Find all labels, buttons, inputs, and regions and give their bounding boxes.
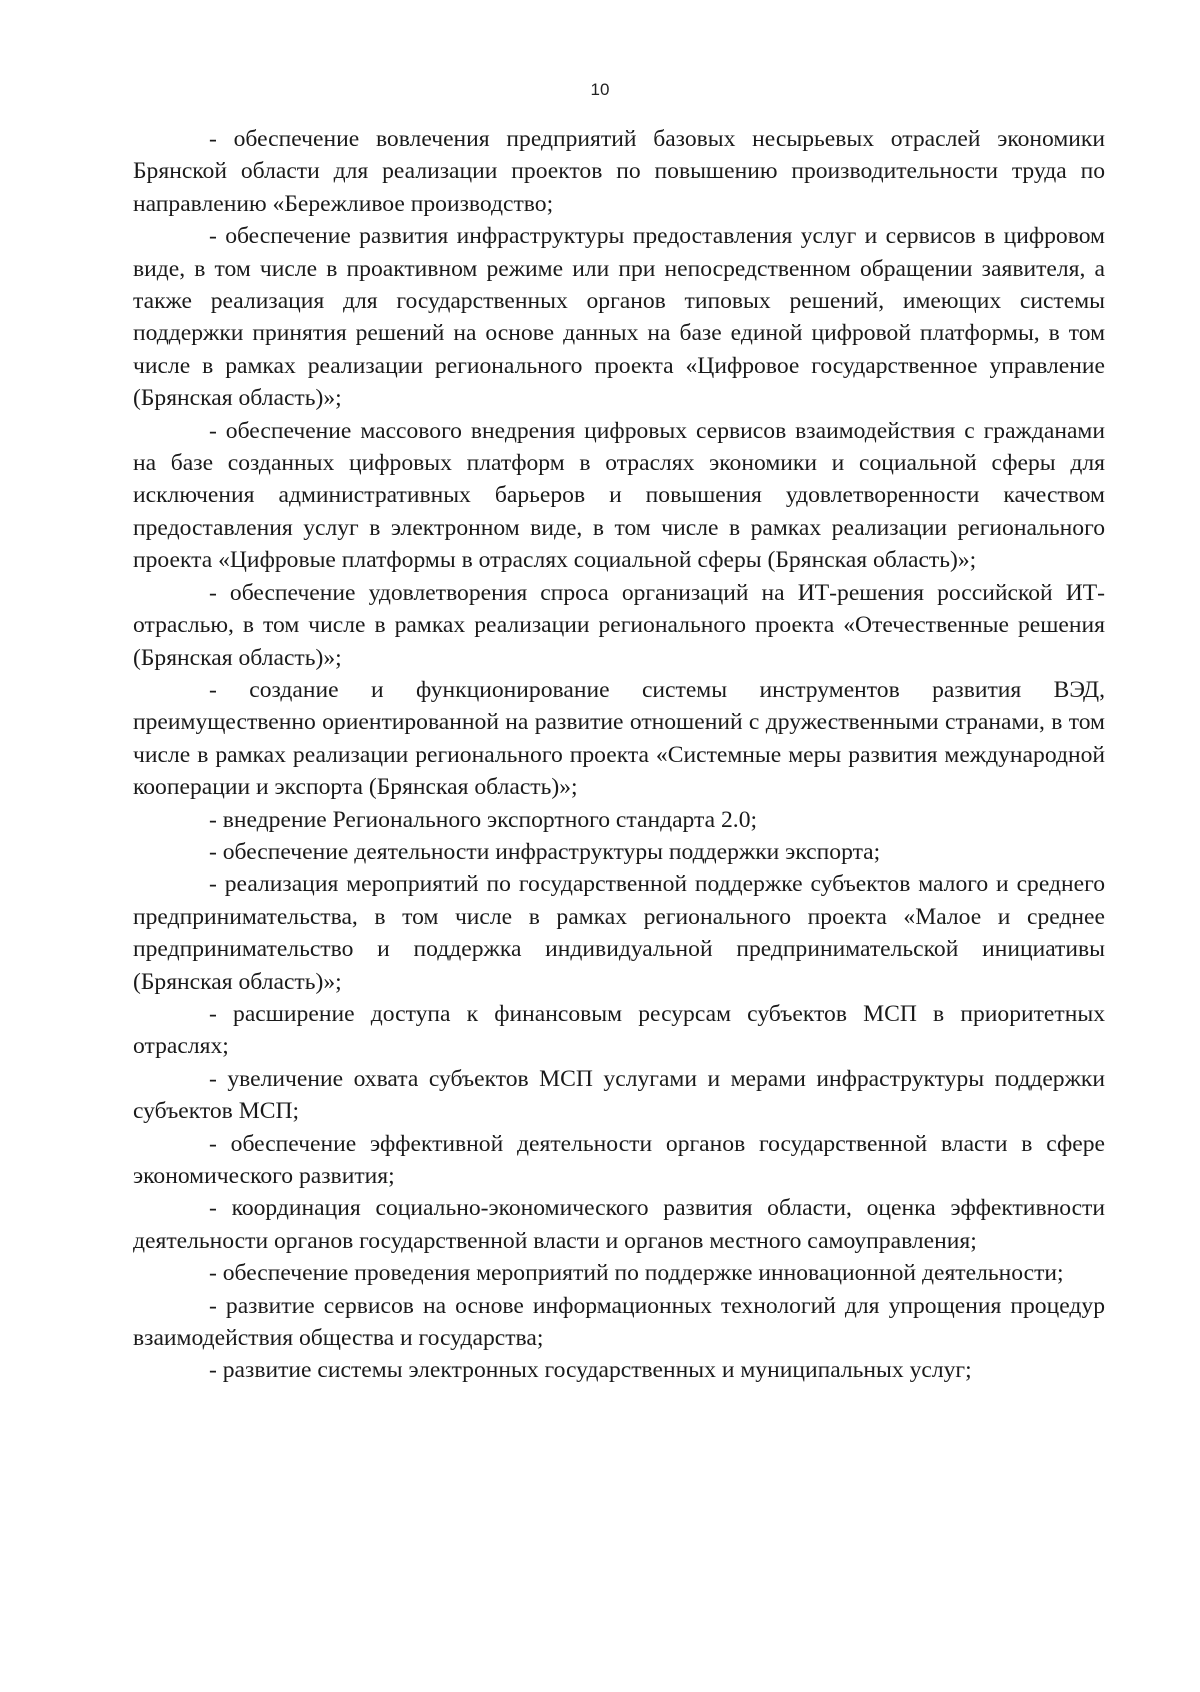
list-item: - внедрение Регионального экспортного стандарта 2.0; (209, 806, 758, 833)
list-item: - развитие сервисов на основе информационных технологий для упрощения процедур взаимодействия общества и государства; (133, 1292, 1105, 1352)
document-body (133, 123, 1105, 1387)
list-item: - обеспечение массового внедрения цифровых сервисов взаимодействия с гражданами на базе созданных цифровых платформ в отраслях экономики и социальной сферы для исключения административных барьеров и повышения удовлетворенности качеством предоставления услуг в электронном виде, в том числе в рамках реализации регионального проекта «Цифровые платформы в отраслях социальной сферы (Брянская область)»; (133, 417, 1105, 574)
list-item: - обеспечение эффективной деятельности органов государственной власти в сфере экономического развития; (133, 1130, 1105, 1189)
list-item: - реализация мероприятий по государственной поддержке субъектов малого и среднего предпринимательства, в том числе в рамках регионального проекта «Малое и среднее предпринимательство и поддержка индивидуальной предпринимательской инициативы (Брянская область)»; (133, 871, 1105, 995)
list-item: - развитие системы электронных государственных и муниципальных услуг; (209, 1357, 972, 1384)
list-item: - расширение доступа к финансовым ресурсам субъектов МСП в приоритетных отраслях; (133, 1000, 1105, 1060)
page-number: 10 (590, 80, 610, 99)
list-item: - создание и функционирование системы инструментов развития ВЭД, преимущественно ориентированной на развитие отношений с дружественными странами, в том числе в рамках реализации регионального проекта «Системные меры развития международной кооперации и экспорта (Брянская область)»; (133, 676, 1105, 801)
list-item: - обеспечение деятельности инфраструктуры поддержки экспорта; (209, 838, 881, 865)
list-item: - обеспечение развития инфраструктуры предоставления услуг и сервисов в цифровом виде, в том числе в проактивном режиме или при непосредственном обращении заявителя, а также реализация для государственных органов типовых решений, имеющих системы поддержки принятия решений на основе данных на базе единой цифровой платформы, в том числе в рамках реализации регионального проекта «Цифровое государственное управление (Брянская область)»; (133, 223, 1105, 412)
list-item: - увеличение охвата субъектов МСП услугами и мерами инфраструктуры поддержки субъектов МСП; (133, 1065, 1105, 1125)
list-item: - координация социально-экономического развития области, оценка эффективности деятельности органов государственной власти и органов местного самоуправления; (133, 1195, 1105, 1254)
list-item: - обеспечение вовлечения предприятий базовых несырьевых отраслей экономики Брянской области для реализации проектов по повышению производительности труда по направлению «Бережливое производство; (133, 126, 1105, 217)
list-item: - обеспечение проведения мероприятий по поддержке инновационной деятельности; (209, 1260, 1064, 1287)
list-item: - обеспечение удовлетворения спроса организаций на ИТ-решения российской ИТ-отраслью, в том числе в рамках реализации регионального проекта «Отечественные решения (Брянская область)»; (133, 579, 1105, 671)
